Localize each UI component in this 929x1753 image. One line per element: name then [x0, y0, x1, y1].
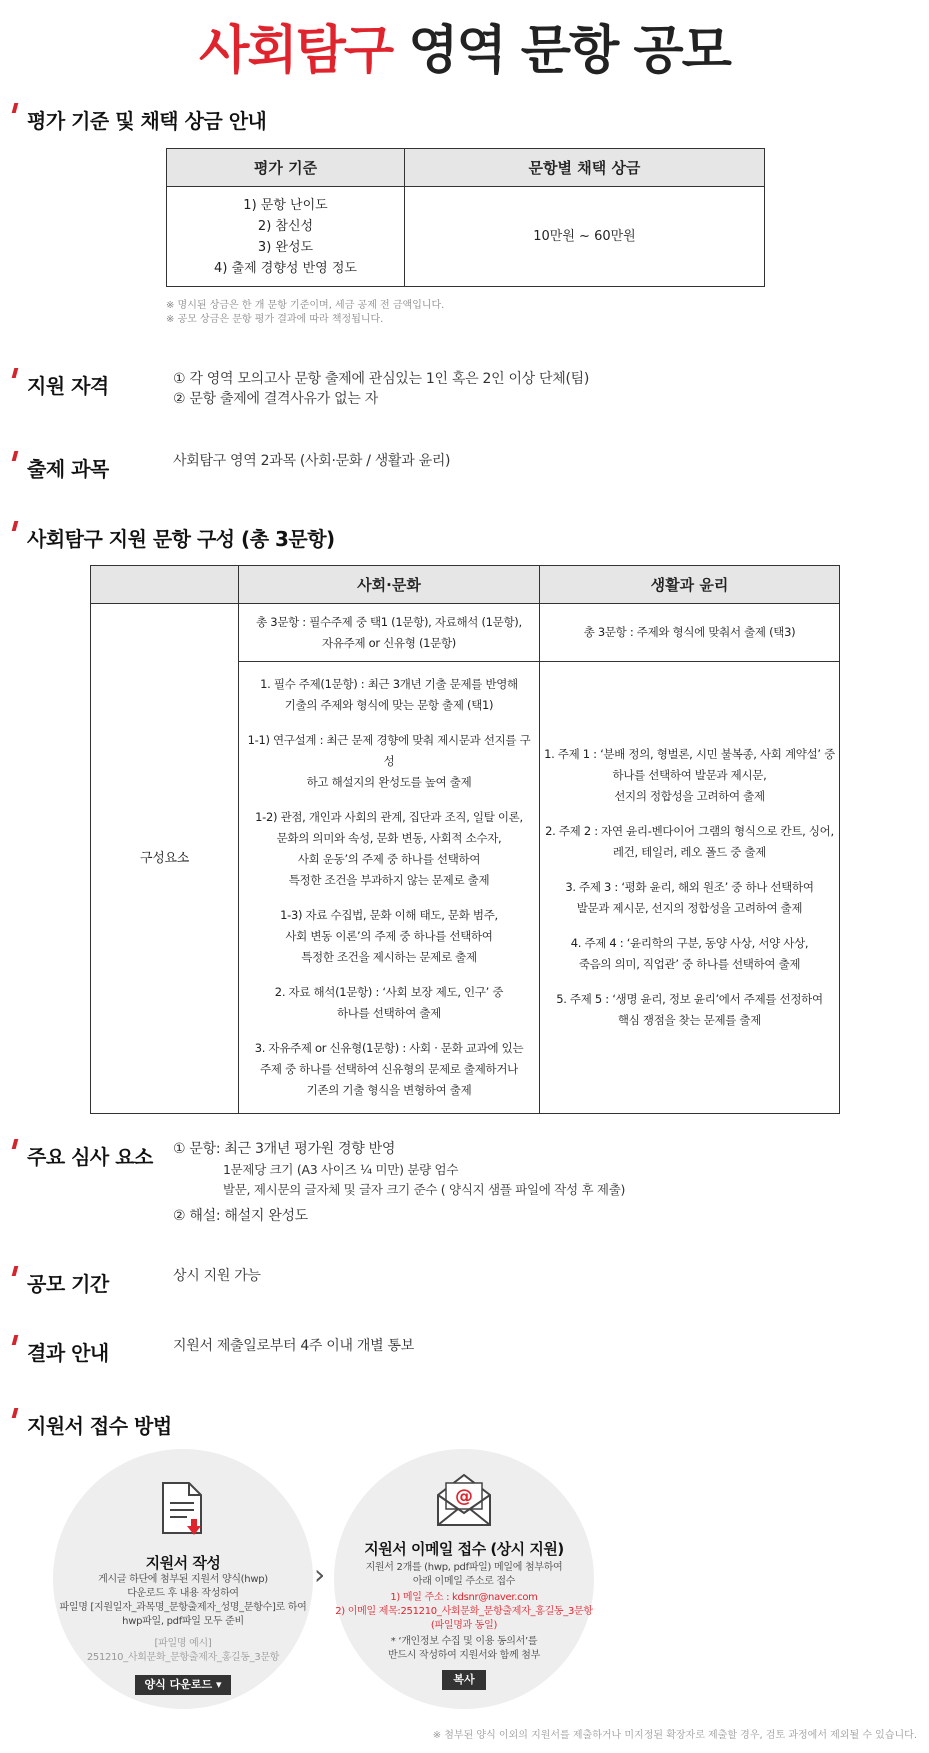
composition-row-label: 구성요소	[91, 604, 239, 1114]
step1-title: 지원서 작성	[145, 1554, 221, 1572]
section-tick-icon	[12, 1139, 19, 1149]
section-tick-icon	[12, 451, 19, 461]
eval-heading: 평가 기준 및 채택 상금 안내	[13, 105, 266, 134]
composition-col-society: 사회·문화	[239, 566, 540, 604]
review-item-2: ② 해설: 해설지 완성도	[173, 1208, 308, 1224]
composition-heading: 사회탐구 지원 문항 구성 (총 3문항)	[13, 523, 335, 552]
ethics-item: 1. 주제 1 : ‘분배 정의, 형벌론, 시민 불복종, 사회 계약설’ 중 하나를 선택하여 발문과 제시문, 선지의 정합성을 고려하여 출제	[544, 747, 835, 803]
section-tick-icon	[12, 103, 19, 113]
page-title: 사회탐구 영역 문항 공모	[199, 21, 730, 81]
footer-note: ※ 첨부된 양식 이외의 지원서를 제출하거나 미지정된 확장자로 제출할 경우, 검토 과정에서 제외될 수 있습니다.	[432, 1730, 917, 1741]
step-arrow-icon: ›	[314, 1558, 326, 1591]
ethics-item: 2. 주제 2 : 자연 윤리-벤다이어 그램의 형식으로 칸트, 싱어, 레건, 테일러, 레오 폴드 중 출제	[545, 824, 834, 859]
step2-desc: 지원서 2개를 (hwp, pdf파일) 메일에 첨부하여 아래 이메일 주소로 접수	[365, 1562, 563, 1587]
ethics-item: 5. 주제 5 : ‘생명 윤리, 정보 윤리’에서 주제를 선정하여 핵심 쟁점을 찾는 문제를 출제	[556, 992, 823, 1027]
review-item-1-sub: 1문제당 크기 (A3 사이즈 ¼ 미만) 분량 엄수 발문, 제시문의 글자체 및 글자 크기 준수 ( 양식지 샘플 파일에 작성 후 제출)	[223, 1162, 626, 1197]
email-subject: 2) 이메일 제목:251210_사회문화_문항출제자_홍길동_3문항	[335, 1606, 593, 1617]
eval-prize-cell: 10만원 ~ 60만원	[405, 187, 765, 287]
step2-card	[334, 1449, 594, 1709]
eligibility-heading: 지원 자격	[13, 370, 109, 399]
ethics-item: 4. 주제 4 : ‘윤리학의 구분, 동양 사상, 서양 사상, 죽음의 의미, 직업관’ 중 하나를 선택하여 출제	[570, 936, 809, 971]
eval-notes: ※ 명시된 상금은 한 개 문항 기준이며, 세금 공제 전 금액입니다. ※ 공모 상금은 문항 평가 결과에 따라 책정됩니다.	[166, 300, 445, 325]
period-heading: 공모 기간	[13, 1268, 109, 1297]
society-item: 2. 자료 해석(1문항) : ‘사회 보장 제도, 인구’ 중 하나를 선택하여 출제	[274, 985, 504, 1020]
composition-table	[90, 565, 840, 1114]
result-text: 지원서 제출일로부터 4주 이내 개별 통보	[173, 1338, 414, 1354]
subjects-text: 사회탐구 영역 2과목 (사회·문화 / 생활과 윤리)	[173, 453, 451, 469]
composition-col-ethics: 생활과 윤리	[540, 566, 840, 604]
society-summary-cell: 총 3문항 : 필수주제 중 택1 (1문항), 자료해석 (1문항), 자유주제 or 신유형 (1문항)	[239, 604, 540, 662]
step1-desc: 게시글 하단에 첨부된 지원서 양식(hwp) 다운로드 후 내용 작성하여 파일명 [지원일자_과목명_문항출제자_성명_문항수]로 하여 hwp파일, pdf파일 모두 준비	[59, 1574, 307, 1627]
review-item-1: ① 문항: 최근 3개년 평가원 경향 반영	[173, 1141, 396, 1157]
eval-table	[166, 148, 765, 287]
email-icon	[434, 1471, 494, 1529]
section-tick-icon	[12, 521, 19, 531]
copy-button[interactable]: 복사	[442, 1670, 486, 1690]
eval-criteria-cell: 1) 문항 난이도 2) 참신성 3) 완성도 4) 출제 경향성 반영 정도	[167, 187, 405, 287]
ethics-items-cell	[540, 662, 840, 1114]
step2-title: 지원서 이메일 접수 (상시 지원)	[364, 1540, 564, 1558]
eligibility-list: ① 각 영역 모의고사 문항 출제에 관심있는 1인 혹은 2인 이상 단체(팀) ② 문항 출제에 결격사유가 없는 자	[173, 371, 590, 407]
download-form-button[interactable]: 양식 다운로드 ▾	[135, 1675, 231, 1695]
society-item: 1-2) 관점, 개인과 사회의 관계, 집단과 조직, 일탈 이론, 문화의 의미와 속성, 문화 변동, 사회적 소수자, 사회 운동’의 주제 중 하나를 선택하여 특정한 조건을 부과하지 않는 문제로 출제	[255, 810, 523, 887]
document-download-icon	[157, 1481, 209, 1539]
subjects-heading: 출제 과목	[13, 453, 109, 482]
society-item: 1-3) 자료 수집법, 문화 이해 태도, 문화 범주, 사회 변동 이론’의 주제 중 하나를 선택하여 특정한 조건을 제시하는 문제로 출제	[280, 908, 498, 964]
section-tick-icon	[12, 1335, 19, 1345]
step2-notice: * ‘개인정보 수집 및 이용 동의서’를 반드시 작성하여 지원서와 함께 첨부	[388, 1636, 540, 1661]
step1-example: [파일명 예시] 251210_사회문화_문항출제자_홍길동_3문항	[86, 1638, 280, 1663]
section-tick-icon	[12, 368, 19, 378]
society-item: 1. 필수 주제(1문항) : 최근 3개년 기출 문제를 반영해 기출의 주제와 형식에 맞는 문항 출제 (택1)	[260, 677, 518, 712]
svg-text:@: @	[455, 1486, 473, 1507]
composition-empty-header	[91, 566, 239, 604]
apply-heading: 지원서 접수 방법	[13, 1410, 172, 1439]
review-heading: 주요 심사 요소	[13, 1141, 153, 1170]
step2-email-info: 1) 메일 주소 : kdsnr@naver.com 2) 이메일 제목:251210_사회문화_문항출제자_홍길동_3문항 (파일명과 동일)	[335, 1592, 593, 1631]
ethics-item: 3. 주제 3 : ‘평화 윤리, 해외 원조’ 중 하나 선택하여 발문과 제시문, 선지의 정합성을 고려하여 출제	[565, 880, 814, 915]
section-tick-icon	[12, 1408, 19, 1418]
society-item: 3. 자유주제 or 신유형(1문항) : 사회 · 문화 교과에 있는 주제 중 하나를 선택하여 신유형의 문제로 출제하거나 기존의 기출 형식을 변형하여 출제	[254, 1041, 524, 1097]
society-items-cell	[239, 662, 540, 1114]
period-text: 상시 지원 가능	[173, 1268, 261, 1284]
eval-col-criteria: 평가 기준	[167, 149, 405, 187]
eval-col-prize: 문항별 채택 상금	[405, 149, 765, 187]
email-address: 1) 메일 주소 : kdsnr@naver.com	[390, 1592, 538, 1603]
section-tick-icon	[12, 1266, 19, 1276]
step1-card	[53, 1449, 313, 1709]
society-item: 1-1) 연구설계 : 최근 문제 경향에 맞춰 제시문과 선지를 구성 하고 해설지의 완성도를 높여 출제	[247, 733, 531, 789]
ethics-summary-cell: 총 3문항 : 주제와 형식에 맞춰서 출제 (택3)	[540, 604, 840, 662]
result-heading: 결과 안내	[13, 1337, 109, 1366]
